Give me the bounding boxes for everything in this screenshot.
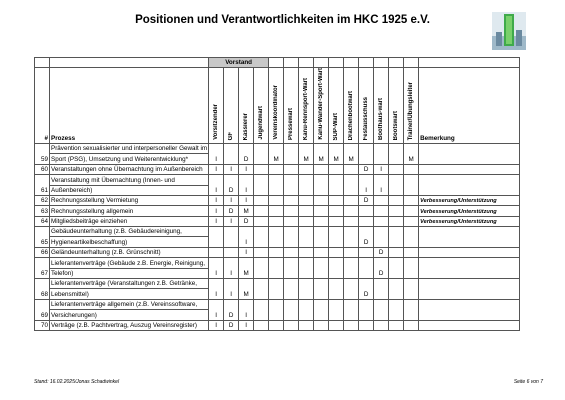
row-number: 62: [35, 195, 50, 205]
role-cell: [284, 143, 299, 164]
role-cell: [404, 279, 419, 300]
role-cell: D: [239, 143, 254, 164]
role-cell: [314, 206, 329, 216]
role-cell: [389, 279, 404, 300]
process-text: Lebensmittel): [50, 289, 209, 299]
row-number: 61: [35, 175, 50, 196]
role-cell: M: [329, 143, 344, 164]
role-header-cell: [209, 68, 224, 144]
role-cell: [224, 247, 239, 257]
role-cell: [374, 279, 389, 300]
role-cell: I: [209, 143, 224, 164]
role-cell: D: [359, 195, 374, 205]
role-header-label: Kassierer: [243, 112, 250, 140]
role-cell: [254, 227, 269, 248]
role-cell: [299, 175, 314, 196]
table-row: [35, 206, 520, 216]
table-row: [35, 164, 520, 174]
role-cell: [269, 258, 284, 279]
role-cell: I: [239, 227, 254, 248]
role-header-cell: [269, 68, 284, 144]
role-cell: [374, 206, 389, 216]
role-cell: M: [314, 143, 329, 164]
process-text: Lieferantenverträge (Gebäude z.B. Energie, Reinigung,: [50, 258, 209, 268]
role-header-label: Jugendwart: [258, 106, 265, 140]
role-header-cell: [344, 68, 359, 144]
role-cell: [269, 164, 284, 174]
role-cell: [344, 227, 359, 248]
role-cell: I: [239, 299, 254, 320]
role-cell: [299, 247, 314, 257]
role-cell: [269, 320, 284, 330]
row-number: 64: [35, 216, 50, 226]
role-cell: I: [239, 247, 254, 257]
role-header-label: Boothaus-wart: [378, 97, 385, 140]
role-cell: [269, 279, 284, 300]
header-empty-cell: [404, 58, 419, 68]
role-cell: [284, 320, 299, 330]
process-text: Lieferantenverträge allgemein (z.B. Vereinssoftware,: [50, 299, 209, 309]
role-cell: [374, 227, 389, 248]
role-header-cell: [404, 68, 419, 144]
role-cell: [329, 216, 344, 226]
role-cell: [224, 227, 239, 248]
role-cell: [284, 206, 299, 216]
role-cell: M: [239, 206, 254, 216]
role-cell: [269, 206, 284, 216]
role-cell: [404, 206, 419, 216]
header-empty-cell: [269, 58, 284, 68]
role-cell: [269, 175, 284, 196]
remark-cell: [419, 175, 520, 196]
role-cell: D: [224, 299, 239, 320]
role-header-cell: [299, 68, 314, 144]
process-text: Gebäudeunterhaltung (z.B. Gebäudereinigung,: [50, 227, 209, 237]
remark-cell: [419, 247, 520, 257]
header-empty-cell: [329, 58, 344, 68]
row-number: 65: [35, 227, 50, 248]
role-cell: [299, 299, 314, 320]
role-cell: [344, 279, 359, 300]
role-cell: [359, 143, 374, 164]
role-cell: [329, 164, 344, 174]
role-header-label: Festausschuss: [363, 96, 370, 140]
role-cell: M: [269, 143, 284, 164]
role-cell: [344, 175, 359, 196]
remark-cell: [419, 227, 520, 248]
role-cell: I: [224, 258, 239, 279]
role-cell: [284, 195, 299, 205]
process-text: Veranstaltungen ohne Übernachtung im Außenbereich: [50, 164, 209, 174]
remark-cell: [419, 164, 520, 174]
role-cell: [314, 195, 329, 205]
remark-cell: [419, 299, 520, 320]
row-number: 59: [35, 143, 50, 164]
role-cell: [404, 164, 419, 174]
page-title: Positionen und Verantwortlichkeiten im HKC 1925 e.V.: [135, 14, 430, 26]
role-cell: [404, 195, 419, 205]
role-cell: [269, 227, 284, 248]
role-cell: I: [224, 164, 239, 174]
role-cell: [404, 299, 419, 320]
role-cell: D: [224, 175, 239, 196]
role-cell: [404, 320, 419, 330]
role-cell: [269, 247, 284, 257]
role-cell: [284, 216, 299, 226]
role-header-label: Kanu-Rennsport-Wart: [303, 77, 310, 140]
remark-cell: [419, 279, 520, 300]
role-header-cell: [329, 68, 344, 144]
role-cell: [359, 206, 374, 216]
role-cell: D: [374, 258, 389, 279]
role-cell: [284, 175, 299, 196]
table-row: [35, 195, 520, 205]
role-header-cell: [224, 68, 239, 144]
role-cell: [404, 227, 419, 248]
role-cell: M: [299, 143, 314, 164]
role-cell: [374, 216, 389, 226]
group-header-vorstand: Vorstand: [209, 58, 269, 68]
process-text: Prävention sexualisierter und interpersoneller Gewalt im: [51, 145, 208, 153]
row-number: 60: [35, 164, 50, 174]
role-cell: I: [359, 175, 374, 196]
role-cell: I: [239, 320, 254, 330]
role-cell: [389, 206, 404, 216]
row-number: 66: [35, 247, 50, 257]
role-cell: [299, 227, 314, 248]
remark-cell: Verbesserung/Unterstützung: [419, 206, 520, 216]
role-cell: [269, 216, 284, 226]
role-cell: [389, 258, 404, 279]
role-cell: [329, 195, 344, 205]
role-cell: [389, 299, 404, 320]
role-cell: [224, 143, 239, 164]
role-cell: I: [224, 279, 239, 300]
role-cell: [254, 247, 269, 257]
role-cell: M: [239, 279, 254, 300]
role-header-cell: [239, 68, 254, 144]
role-cell: [389, 247, 404, 257]
role-header-cell: [389, 68, 404, 144]
role-cell: D: [239, 216, 254, 226]
role-cell: D: [359, 279, 374, 300]
header-empty-cell: [284, 58, 299, 68]
role-cell: [329, 320, 344, 330]
remark-cell: Verbesserung/Unterstützung: [419, 216, 520, 226]
process-text: Außenbereich): [50, 185, 209, 195]
role-cell: I: [224, 216, 239, 226]
role-cell: I: [209, 320, 224, 330]
role-header-label: Trainer/Übungsleiter: [408, 81, 415, 140]
role-cell: [284, 279, 299, 300]
role-cell: [404, 175, 419, 196]
process-text: Rechnungsstellung allgemein: [50, 206, 209, 216]
column-header-process: Prozess: [50, 68, 209, 144]
role-cell: [254, 175, 269, 196]
role-cell: [254, 143, 269, 164]
header-empty-cell: [314, 58, 329, 68]
role-cell: [269, 299, 284, 320]
process-text: Geländeunterhaltung (z.B. Grünschnitt): [50, 247, 209, 257]
role-cell: [254, 320, 269, 330]
role-cell: [299, 258, 314, 279]
role-cell: [254, 164, 269, 174]
role-cell: [299, 195, 314, 205]
role-cell: [344, 216, 359, 226]
role-cell: [209, 247, 224, 257]
role-cell: I: [374, 164, 389, 174]
role-cell: [329, 175, 344, 196]
role-cell: [254, 279, 269, 300]
role-cell: [254, 258, 269, 279]
role-cell: I: [209, 164, 224, 174]
role-cell: I: [374, 175, 389, 196]
role-cell: [254, 206, 269, 216]
role-cell: [344, 206, 359, 216]
role-cell: I: [209, 195, 224, 205]
column-header-remark: Bemerkung: [419, 68, 520, 144]
role-header-cell: [314, 68, 329, 144]
role-cell: [374, 143, 389, 164]
role-cell: [359, 258, 374, 279]
process-text: Mitgliedsbeiträge einziehen: [50, 216, 209, 226]
role-cell: [299, 279, 314, 300]
role-cell: [284, 247, 299, 257]
header-empty-cell: [299, 58, 314, 68]
header-empty-cell: [374, 58, 389, 68]
role-cell: M: [404, 143, 419, 164]
role-cell: [389, 320, 404, 330]
role-cell: [299, 216, 314, 226]
role-cell: [389, 143, 404, 164]
header-empty-cell: [35, 58, 50, 68]
role-cell: [359, 216, 374, 226]
role-cell: [329, 258, 344, 279]
header-empty-cell: [419, 58, 520, 68]
role-cell: [314, 299, 329, 320]
role-cell: [389, 227, 404, 248]
footer-stand: Stand: 16.02.2025/Jonas Schadwinkel: [34, 379, 120, 385]
table-row: [35, 320, 520, 330]
role-cell: [359, 247, 374, 257]
row-number: 69: [35, 299, 50, 320]
role-cell: [329, 206, 344, 216]
role-cell: [314, 216, 329, 226]
role-cell: [389, 175, 404, 196]
role-cell: [344, 247, 359, 257]
row-number: 63: [35, 206, 50, 216]
role-cell: M: [344, 143, 359, 164]
role-cell: [314, 227, 329, 248]
role-cell: I: [209, 206, 224, 216]
role-header-cell: [284, 68, 299, 144]
role-cell: [254, 299, 269, 320]
role-cell: [359, 299, 374, 320]
remark-cell: [419, 258, 520, 279]
role-cell: I: [209, 279, 224, 300]
role-header-label: GF: [228, 131, 235, 140]
header-empty-cell: [389, 58, 404, 68]
role-cell: D: [359, 227, 374, 248]
remark-cell: Verbesserung/Unterstützung: [419, 195, 520, 205]
table-row: [35, 299, 520, 309]
role-cell: [374, 195, 389, 205]
role-cell: [344, 299, 359, 320]
role-cell: [344, 258, 359, 279]
role-cell: [299, 320, 314, 330]
role-cell: [209, 227, 224, 248]
process-text: Hygieneartikelbeschaffung): [50, 237, 209, 247]
role-cell: [329, 247, 344, 257]
role-cell: [314, 164, 329, 174]
table-row: [35, 175, 520, 185]
header-row: [35, 68, 520, 144]
role-cell: [389, 216, 404, 226]
role-cell: D: [359, 164, 374, 174]
role-cell: [344, 164, 359, 174]
role-cell: [299, 164, 314, 174]
row-number: 70: [35, 320, 50, 330]
role-cell: [329, 279, 344, 300]
role-cell: [299, 206, 314, 216]
process-text: Lieferantenverträge (Veranstaltungen z.B. Getränke,: [50, 279, 209, 289]
role-cell: [314, 175, 329, 196]
row-number: 67: [35, 258, 50, 279]
club-logo-icon: [492, 12, 526, 50]
role-cell: [389, 195, 404, 205]
header-empty-cell: [50, 58, 209, 68]
header-empty-cell: [344, 58, 359, 68]
role-header-label: Pressewart: [288, 107, 295, 140]
role-cell: I: [239, 164, 254, 174]
role-cell: [374, 320, 389, 330]
table-row: [35, 227, 520, 237]
role-header-label: Bootswart: [393, 110, 400, 140]
role-header-label: Vereinskoordinator: [273, 85, 280, 140]
role-cell: [344, 320, 359, 330]
role-cell: I: [224, 195, 239, 205]
remark-cell: [419, 143, 520, 164]
role-cell: [314, 247, 329, 257]
role-cell: [284, 227, 299, 248]
role-cell: D: [224, 320, 239, 330]
role-cell: [389, 164, 404, 174]
role-cell: [404, 216, 419, 226]
process-text: Verträge (z.B. Pachtvertrag, Auszug Vereinsregister): [50, 320, 209, 330]
row-number: 68: [35, 279, 50, 300]
table-row: [35, 247, 520, 257]
role-cell: I: [209, 216, 224, 226]
remark-cell: [419, 320, 520, 330]
table-row: [35, 279, 520, 289]
role-cell: [329, 299, 344, 320]
role-header-label: Vorsitzender: [213, 104, 220, 140]
role-cell: [344, 195, 359, 205]
role-header-cell: [374, 68, 389, 144]
role-header-label: Drachenbootwart: [348, 90, 355, 140]
role-cell: [314, 320, 329, 330]
role-cell: [404, 247, 419, 257]
role-cell: I: [209, 175, 224, 196]
role-cell: [254, 195, 269, 205]
role-cell: [374, 299, 389, 320]
table-row: [35, 143, 520, 153]
header-group-row: [35, 58, 520, 68]
process-text: Sport (PSG), Umsetzung und Weiterentwicklung*: [50, 154, 209, 164]
role-cell: D: [374, 247, 389, 257]
process-text: Versicherungen): [50, 310, 209, 320]
role-cell: [359, 320, 374, 330]
column-header-num: #: [35, 68, 50, 144]
table-row: [35, 216, 520, 226]
table-row: [35, 258, 520, 268]
role-cell: [284, 299, 299, 320]
role-cell: [269, 195, 284, 205]
role-cell: M: [239, 258, 254, 279]
role-cell: [314, 279, 329, 300]
role-cell: D: [224, 206, 239, 216]
role-cell: I: [239, 175, 254, 196]
role-cell: I: [209, 258, 224, 279]
role-cell: [254, 216, 269, 226]
responsibility-table: [34, 57, 520, 331]
footer-page: Seite 6 von 7: [513, 379, 543, 385]
role-cell: [314, 258, 329, 279]
role-cell: [284, 164, 299, 174]
header-empty-cell: [359, 58, 374, 68]
role-header-cell: [359, 68, 374, 144]
role-cell: I: [209, 299, 224, 320]
role-header-cell: [254, 68, 269, 144]
role-cell: [284, 258, 299, 279]
process-text: Rechnungsstellung Vermietung: [50, 195, 209, 205]
role-cell: [329, 227, 344, 248]
process-text: Veranstaltung mit Übernachtung (Innen- und: [50, 175, 209, 185]
role-header-label: Kanu-Wander-Sport-Wart: [318, 68, 325, 140]
role-header-label: SUP-Wart: [333, 112, 340, 140]
role-cell: I: [239, 195, 254, 205]
role-cell: [404, 258, 419, 279]
process-text: Telefon): [50, 268, 209, 278]
